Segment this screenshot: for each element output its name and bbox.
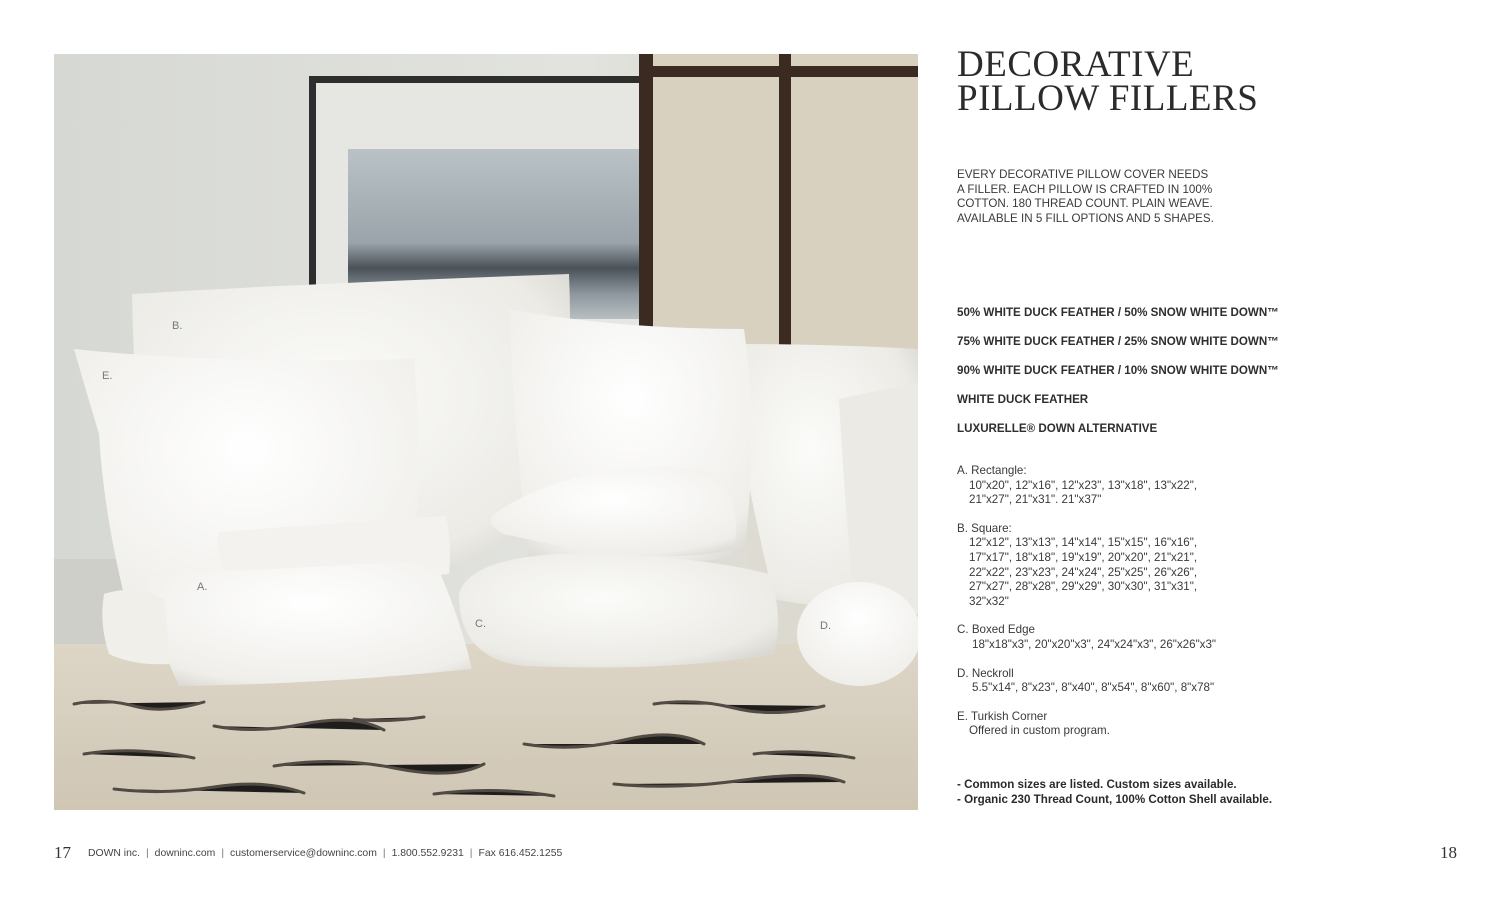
size-line: 22"x22", 23"x23", 24"x24", 25"x25", 26"x26", bbox=[969, 565, 1198, 579]
note-line: - Organic 230 Thread Count, 100% Cotton Shell available. bbox=[957, 792, 1273, 806]
footer-website-link[interactable]: downinc.com bbox=[154, 848, 216, 859]
fill-option: WHITE DUCK FEATHER bbox=[957, 393, 1089, 406]
shape-sizes bbox=[957, 479, 1297, 508]
size-line: 27"x27", 28"x28", 29"x29", 30"x30", 31"x31", bbox=[969, 580, 1198, 594]
shape-name: A. Rectangle: bbox=[957, 464, 1027, 477]
fill-option: 75% WHITE DUCK FEATHER / 25% SNOW WHITE DOWN™ bbox=[957, 335, 1279, 348]
fill-options-list bbox=[957, 306, 1279, 451]
footer-fax: Fax 616.452.1255 bbox=[478, 848, 563, 859]
intro-line: COTTON. 180 THREAD COUNT. PLAIN WEAVE. bbox=[957, 197, 1213, 211]
size-line: 18"x18"x3", 20"x20"x3", 24"x24"x3", 26"x26"x3" bbox=[972, 637, 1217, 651]
label-e: E. bbox=[102, 370, 113, 382]
page-number-right: 18 bbox=[1440, 843, 1457, 862]
shape-sizes bbox=[957, 681, 1297, 696]
shape-sizes bbox=[957, 536, 1297, 609]
title-line-1: DECORATIVE bbox=[957, 44, 1195, 85]
title-line-2: PILLOW FILLERS bbox=[957, 78, 1259, 119]
shape-sizes bbox=[957, 724, 1297, 739]
footer-contact bbox=[88, 848, 562, 859]
shape-boxed-edge bbox=[957, 623, 1297, 652]
shape-name: B. Square: bbox=[957, 521, 1012, 535]
shape-rectangle bbox=[957, 464, 1297, 508]
shape-name: C. Boxed Edge bbox=[957, 623, 1035, 637]
note-line: - Common sizes are listed. Custom sizes available. bbox=[957, 778, 1237, 791]
label-a: A. bbox=[197, 581, 208, 593]
size-line: 10"x20", 12"x16", 12"x23", 13"x18", 13"x22", bbox=[969, 478, 1198, 492]
footer-separator: | bbox=[145, 848, 149, 859]
footer-company: DOWN inc. bbox=[88, 848, 140, 859]
pillow-photo-illustration bbox=[54, 54, 918, 810]
label-d: D. bbox=[820, 620, 831, 632]
size-line: Offered in custom program. bbox=[969, 724, 1110, 738]
shape-name: E. Turkish Corner bbox=[957, 709, 1048, 723]
shape-name: D. Neckroll bbox=[957, 666, 1014, 680]
page-number-left: 17 bbox=[54, 843, 71, 862]
shape-neckroll bbox=[957, 667, 1297, 696]
intro-line: A FILLER. EACH PILLOW IS CRAFTED IN 100% bbox=[957, 182, 1213, 196]
shape-turkish-corner bbox=[957, 710, 1297, 739]
fill-option: 90% WHITE DUCK FEATHER / 10% SNOW WHITE DOWN™ bbox=[957, 364, 1279, 377]
footer-phone: 1.800.552.9231 bbox=[391, 848, 464, 859]
shape-square bbox=[957, 522, 1297, 610]
fill-option: 50% WHITE DUCK FEATHER / 50% SNOW WHITE DOWN™ bbox=[957, 306, 1279, 319]
intro-line: AVAILABLE IN 5 FILL OPTIONS AND 5 SHAPES. bbox=[957, 211, 1214, 225]
shape-sizes bbox=[957, 638, 1297, 653]
label-c: C. bbox=[475, 618, 486, 630]
pillow-photo bbox=[54, 54, 918, 810]
footer-email-link[interactable]: customerservice@downinc.com bbox=[230, 848, 377, 859]
footer-separator: | bbox=[382, 848, 386, 859]
intro-line: EVERY DECORATIVE PILLOW COVER NEEDS bbox=[957, 168, 1209, 181]
footer-separator: | bbox=[469, 848, 473, 859]
size-line: 32"x32" bbox=[969, 594, 1009, 608]
size-line: 5.5"x14", 8"x23", 8"x40", 8"x54", 8"x60", 8"x78" bbox=[972, 681, 1215, 695]
fill-option: LUXURELLE® DOWN ALTERNATIVE bbox=[957, 422, 1158, 435]
size-line: 21"x27", 21"x31". 21"x37" bbox=[969, 493, 1102, 507]
shapes-list bbox=[957, 464, 1297, 753]
label-b: B. bbox=[172, 320, 183, 332]
size-line: 12"x12", 13"x13", 14"x14", 15"x15", 16"x16", bbox=[969, 536, 1198, 550]
footer-separator: | bbox=[221, 848, 225, 859]
intro-paragraph bbox=[957, 168, 1257, 226]
notes bbox=[957, 778, 1272, 807]
page-title bbox=[957, 44, 1259, 119]
size-line: 17"x17", 18"x18", 19"x19", 20"x20", 21"x21", bbox=[969, 550, 1198, 564]
